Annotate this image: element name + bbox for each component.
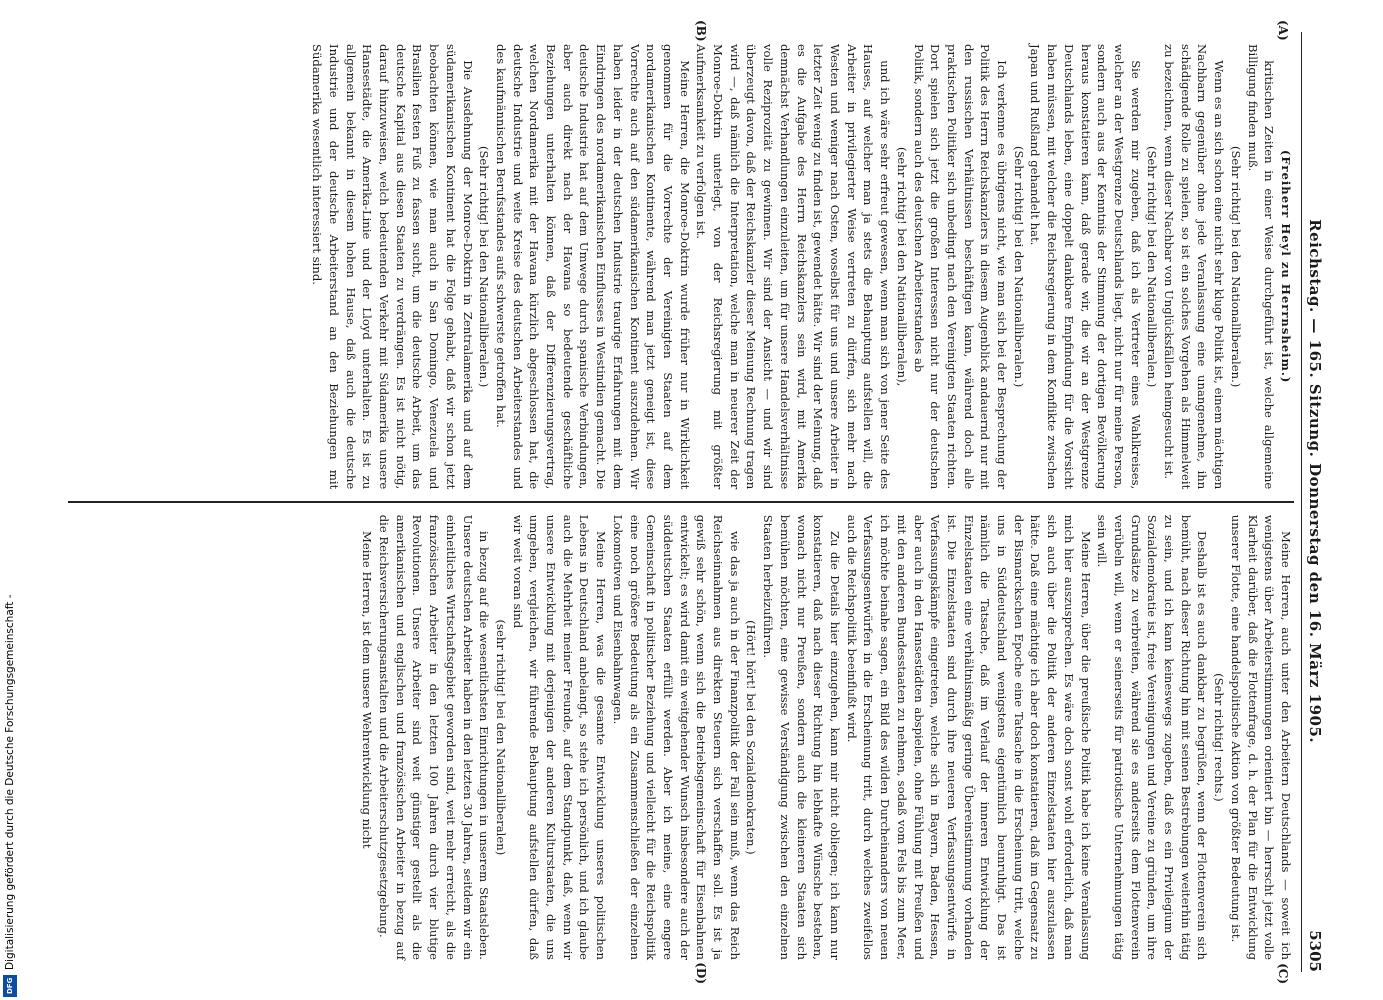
text-paragraph: (sehr richtig! bei den Nationalliberalen), [894,146,909,387]
margin-marker-c: (C) [1276,963,1290,984]
text-paragraph: (Sehr richtig! bei den Nationalliberalen.) [477,145,492,388]
text-paragraph: (Sehr richtig! bei den Nationalliberalen.) [1228,145,1243,388]
margin-marker-d: (D) [694,962,708,984]
text-paragraph: Wenn es an sich schon eine nicht sehr kluge Politik ist, einem mächtigen Nachbarn gegenüber ohne jede Veranlassung eine unangenehme, ihn schädigende Rolle zu spielen, so ist ein solches Vorgehen als Himmelweit zu bezeichnen, wenn dieser Nachbar von Unglücksfällen heimgesucht ist. [1162,44,1227,490]
speaker-name: (Freiherr Heyl zu Herrnsheim.) [1279,149,1293,384]
text-paragraph: Ich verkenne es übrigens nicht, wie man sich bei der Besprechung der Politik des Herrn Reichskanzlers in diesem Augenblick andauernd nur mit den russischen Verhältnissen beschäftigen kann, während doch alle praktischen Politiker sich unbedingt nach den Vereinigten Staaten richten. Dort spielen sich jetzt die großen Interessen nicht nur der deutschen Politik, sondern auch des deutschen Arbeiterstandes ab [911,44,1010,490]
text-paragraph: Zu die Details hier einzugehen, kann mir nicht obliegen; ich kann nur konstatieren, daß nach dieser Richtung hin lebhafte Wünsche bestehen, wonach nicht nur Preußen, sondern auch die kleineren Staaten sich bemühen möchten, eine gewisse Verständigung zwischen den einzelnen Staaten herbeizuführen. [761,514,843,960]
page-number: 5305 [1306,930,1324,972]
text-paragraph: (Sehr richtig! bei den Nationalliberalen.) [1145,145,1160,388]
margin-marker-b: (B) [694,20,708,42]
rotated-scanned-page [68,22,1328,982]
text-paragraph: kritischen Zeiten in einer Weise durchgeführt ist, welche allgemeine Billigung finden muß. [1245,44,1277,490]
text-paragraph: Sie werden mir zugeben, daß ich als Vertreter eines Wahlkreises, welcher an der Westgrenze Deutschlands liegt, nicht nur für meine Person, sondern auch aus der Kenntnis der Stimmung der dortigen Bevölkerung heraus konstatieren kann, daß gerade wir, die wir an der Westgrenze Deutschlands leben, eine doppelt dankbare Empfindung für die Vorsicht haben müssen, mit welcher die Reichsregierung in dem Konflikte zwischen Japan und Rußland gehandelt hat. [1028,44,1143,490]
right-text-column [68,503,1294,972]
text-paragraph: Meine Herren, über die preußische Politik habe ich keine Veranlassung mich hier auszusprechen. Es wäre doch sonst wohl erforderlich, daß man sich auch über die Politik der anderen Einzelstaaten hier auszulassen hätte. Daß eine mächtige ich aber doch konstatieren, daß im Gegensatz zu der Bismarckschen Epoche eine Tatsache in die Erscheinung tritt, welche uns in Süddeutschland wenigstens eigentümlich beunruhigt. Das ist nämlich die Tatsache, daß im Verlauf der inneren Entwicklung der Einzelstaaten eine verhältnismäßig geringe Übereinstimmung vorhanden ist. Die Einzelstaaten sind durch ihre neueren Verfassungsentwürfe in Verfassungskämpfe eingetreten, welche sich in Bayern, Baden, Hessen, aber auch in den Hansestädten abspielen, ohne Fühlung mit Preußen und mit den anderen Bundesstaaten zu nehmen, sodaß vom Fels bis zum Meer, ich möchte beinahe sagen, ein Bild des wilden Durcheinanders von neuen Verfassungsentwürfen in die Erscheinung tritt, durch welches zweifellos auch die Reichspolitik beeinflußt wird. [844,514,1093,960]
dfg-logo: DFG [3,975,17,997]
session-header-title: Reichstag. — 165. Sitzung. Donnerstag den 16. März 1905. [1306,219,1324,744]
left-text-column [68,32,1294,501]
text-paragraph: in bezug auf die wesentlichsten Einrichtungen in unserem Staatsleben. Unsere deutschen Arbeiter haben in den letzten 30 Jahren, seitdem wir ein einheitliches Wirtschaftsgebiet geworden sind, weit mehr erreicht, als die französischen Arbeiter in den letzten 100 Jahren durch vier blutige Revolutionen. Unsere Arbeiter sind weit günstiger gestellt als die amerikanischen und englischen und französischen Arbeiter in bezug auf die Reichsversicherungsanstalten und die Arbeiterschutzgesetzgebung. [377,514,492,960]
text-paragraph: Meine Herren, auch unter den Arbeitern Deutschlands — soweit ich wenigstens über Arbeiterstimmungen orientiert bin — herrscht jetzt volle Klarheit darüber, daß die Flottenfrage, d. h. der Plan für die Entwicklung unserer Flotte, eine handelspolitische Aktion von größter Bedeutung ist. [1228,514,1293,960]
digitization-credit-text: Digitalisierung gefördert durch die Deutsche Forschungsgemeinschaft - [4,594,16,970]
page-header [1301,32,1328,972]
text-paragraph: Die Ausdehnung der Monroe-Doktrin in Zentralamerika und auf dem südamerikanischen Kontinent hat die Folge gehabt, daß wir schon jetzt beobachten können, wie man auch in San Domingo, Venezuela und Brasilien festen Fuß zu fassen sucht, um die deutsche Arbeit, um das deutsche Kapital aus diesen Staaten zu verdrängen. Es ist nicht nötig, darauf hinzuweisen, welch bedeutenden Verkehr mit Südamerika unsere Hansestädte, die Amerika-Linie und der Lloyd unterhalten. Es ist zu allgemein bekannt in diesem hohen Hause, daß auch die deutsche Industrie und der deutsche Arbeiterstand an den Beziehungen mit Südamerika wesentlich interessiert sind. [310,44,475,490]
text-paragraph: Meine Herren, ist dem unsere Wehrentwicklung nicht [360,530,375,849]
text-paragraph: (Sehr richtig! bei den Nationalliberalen.) [1011,145,1026,388]
digitization-credit [2,6,18,996]
text-columns [68,32,1294,972]
text-paragraph: (sehr richtig! bei den Nationalliberalen) [493,619,508,856]
text-paragraph: und ich wäre sehr erfreut gewesen, wenn man sich von jener Seite des Hauses, auf welcher man ja stets die Behauptung aufstellen will, die Arbeiter in privilegierter Weise vertreten zu dürfen, sich mehr nach Westen und weniger nach Osten, woselbst für uns und unsere Arbeiter in letzter Zeit wenig zu finden ist, gewendet hätte. Wir sind der Meinung, daß es die Aufgabe des Herrn Reichskanzlers sein wird, mit Amerika demnächst Verhandlungen einzuleiten, um für unsere Handelsverhältnisse volle Reziprozität zu gewinnen. Wir sind der Ansicht — und wir sind überzeugt davon, daß der Reichskanzler dieser Meinung Rechnung tragen wird —, daß nämlich die Interpretation, welche man in neuerer Zeit der Monroe-Doktrin unterlegt, von der Reichsregierung mit größter Aufmerksamkeit zu verfolgen ist. [694,44,893,490]
text-paragraph: (Sehr richtig! rechts.) [1212,673,1227,802]
text-paragraph: Meine Herren, die Monroe-Doktrin wurde früher nur in Wirklichkeit genommen für die Vorrechte der Vereinigten Staaten auf dem nordamerikanischen Kontinente, während man jetzt geneigt ist, diese Vorrechte auch auf den südamerikanischen Kontinent auszudehnen. Wir haben leider in der deutschen Industrie traurige Erfahrungen mit dem Eindringen des nordamerikanischen Einflusses in Westindien gemacht. Die deutsche Industrie hat auf dem Umwege durch spanische Verbindungen, aber auch direkt nach der Havana so bedeutende geschäftliche Beziehungen unterhalten können, daß der Differenzierungsvertrag, welchen Nordamerika mit der Havana kürzlich abgeschlossen hat, die deutsche Industrie und weite Kreise des deutschen Arbeiterstandes und des kaufmännischen Berufsstandes aufs schwerste getroffen hat. [493,44,692,490]
text-paragraph: Meine Herren, was die gesamte Entwicklung unseres politischen Lebens in Deutschland anbelangt, so stehe ich persönlich, und ich glaube auch die Mehrheit meiner Freunde, auf dem Standpunkt, daß, wenn wir unsere Entwicklung mit derjenigen der anderen Kulturstaaten, die uns umgeben, vergleichen, wir führende Behauptung aufstellen dürfen, daß wir weit voran sind [510,514,609,960]
margin-marker-a: (A) [1276,20,1290,41]
text-paragraph: (Hört! hört! bei den Sozialdemokraten.) [744,620,759,855]
text-paragraph: wie das ja auch in der Finanzpolitik der Fall sein muß, wenn das Reich Reichseinnahmen aus direkten Steuern sich verschaffen soll. Es ist ja gewiß sehr schön, wenn sich die Betriebsgemeinschaft für Eisenbahnen entwickelt; es wird damit ein weitgehender Wunsch insbesondere auch der süddeutschen Staaten erfüllt werden. Aber ich meine, eine engere Gemeinschaft in politischer Beziehung und vielleicht für die Reichspolitik eine noch größere Bedeutung als ein Zusammenschließen der einzelnen Lokomotiven und Eisenbahnwagen. [610,514,742,960]
text-paragraph: Deshalb ist es auch dankbar zu begrüßen, wenn der Flottenverein sich bemüht, nach dieser Richtung hin mit seinen Bestrebungen weiterhin tätig zu sein, und ich kann keineswegs zugeben, daß es ein Privilegium der Sozialdemokratie ist, freie Vereinigungen und Vereine zu gründen, um ihre Grundsätze zu verbreiten, während sie es anderseits dem Flottenverein verübeln will, wenn er seinerseits für patriotische Unternehmungen tätig sein will. [1095,514,1210,960]
